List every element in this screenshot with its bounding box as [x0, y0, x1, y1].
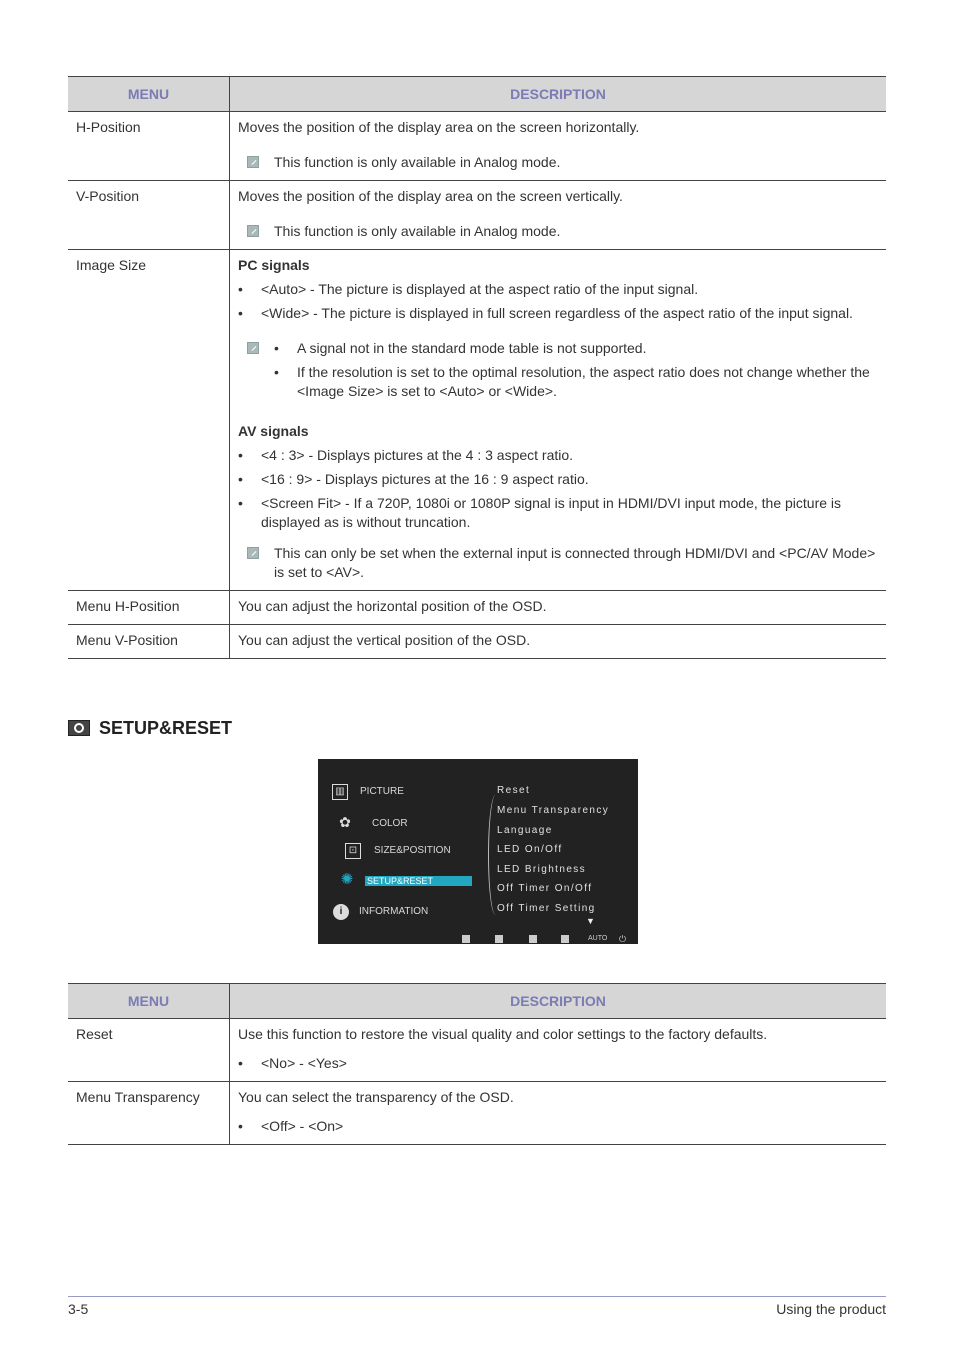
display-settings-table [68, 76, 886, 659]
osd-sub-item: LED Brightness [497, 864, 587, 875]
menu-cell: Reset [68, 1019, 230, 1082]
page-number: 3-5 [68, 1301, 89, 1317]
osd-sub-item: LED On/Off [497, 844, 563, 855]
note-text: This function is only available in Analog mode. [274, 154, 561, 170]
av-signals-heading: AV signals [238, 423, 309, 439]
description-text: Moves the position of the display area on the screen vertically. [238, 188, 623, 204]
note-icon [247, 225, 259, 237]
description-cell [230, 250, 887, 591]
osd-menu-item: PICTURE [360, 786, 404, 797]
gear-icon: ✺ [340, 871, 354, 888]
osd-menu-item: INFORMATION [359, 906, 429, 917]
menu-cell: Menu V-Position [68, 625, 230, 659]
description-cell [230, 1019, 887, 1082]
bullet-item: • <Wide> - The picture is displayed in full screen regardless of the aspect ratio of the input signal. [238, 304, 878, 323]
note-icon [247, 547, 259, 559]
section-title: SETUP&RESET [99, 717, 233, 738]
menu-cell: Menu Transparency [68, 1082, 230, 1145]
description-cell [230, 112, 887, 181]
table-header-row [68, 77, 886, 112]
table-row [68, 591, 886, 625]
osd-sub-item: Menu Transparency [497, 805, 610, 816]
description-cell: You can adjust the horizontal position of the OSD. [230, 591, 887, 625]
note-bullet: • If the resolution is set to the optimal resolution, the aspect ratio does not change whether the <Image Size> is set to <Auto> or <Wide>. [274, 363, 878, 401]
menu-column-header: MENU [68, 77, 230, 112]
note-text: This function is only available in Analog mode. [274, 223, 561, 239]
menu-cell: Menu H-Position [68, 591, 230, 625]
table-row [68, 1082, 886, 1145]
down-icon [495, 935, 503, 943]
description-column-header: DESCRIPTION [230, 984, 887, 1019]
description-cell [230, 1082, 887, 1145]
menu-cell: V-Position [68, 181, 230, 250]
description-text: Moves the position of the display area on the screen horizontally. [238, 119, 640, 135]
osd-menu-item: COLOR [372, 818, 408, 829]
table-row [68, 250, 886, 591]
chapter-title: Using the product [776, 1301, 886, 1317]
description-cell: You can adjust the vertical position of the OSD. [230, 625, 887, 659]
note-text: This can only be set when the external input is connected through HDMI/DVI and <PC/AV Mode> is set to <AV>. [274, 545, 876, 580]
bullet-item: • <Screen Fit> - If a 720P, 1080i or 1080P signal is input in HDMI/DVI input mode, the picture is displayed as is without truncation. [238, 494, 878, 532]
exit-icon [462, 935, 470, 943]
note [238, 153, 878, 172]
palette-icon: ✿ [339, 814, 351, 830]
bullet-item: • <Auto> - The picture is displayed at the aspect ratio of the input signal. [238, 280, 878, 299]
table-row [68, 625, 886, 659]
note [238, 222, 878, 241]
osd-selected-item: SETUP&RESET [365, 876, 472, 886]
pc-signals-heading: PC signals [238, 257, 310, 273]
osd-sub-item: Reset [497, 785, 531, 796]
note-bullet: • A signal not in the standard mode table is not supported. [274, 339, 878, 358]
auto-label: AUTO [588, 935, 608, 942]
section-heading [68, 716, 232, 740]
table-header-row [68, 984, 886, 1019]
table-row [68, 112, 886, 181]
description-text: You can select the transparency of the OSD. [238, 1089, 514, 1105]
osd-menu-screenshot [318, 759, 638, 944]
note [238, 339, 878, 401]
menu-cell: H-Position [68, 112, 230, 181]
bullet-item: • <16 : 9> - Displays pictures at the 16 : 9 aspect ratio. [238, 470, 878, 489]
table-row [68, 1019, 886, 1082]
power-icon: ⏻ [619, 934, 627, 944]
bullet-item: • <No> - <Yes> [238, 1054, 878, 1073]
bullet-item: • <4 : 3> - Displays pictures at the 4 : 3 aspect ratio. [238, 446, 878, 465]
setup-icon [68, 720, 90, 736]
osd-menu-item: SIZE&POSITION [374, 845, 451, 856]
info-icon: i [333, 904, 349, 920]
scroll-down-icon: ▼ [586, 916, 595, 926]
osd-sub-item: Language [497, 825, 553, 836]
description-cell [230, 181, 887, 250]
note-icon [247, 342, 259, 354]
menu-column-header: MENU [68, 984, 230, 1019]
note-icon [247, 156, 259, 168]
description-column-header: DESCRIPTION [230, 77, 887, 112]
footer-divider [68, 1296, 886, 1297]
enter-icon [561, 935, 569, 943]
osd-sub-item: Off Timer On/Off [497, 883, 593, 894]
setup-reset-table [68, 983, 886, 1145]
note [238, 544, 878, 582]
size-position-icon: ⊡ [345, 843, 361, 859]
osd-sub-item: Off Timer Setting [497, 903, 596, 914]
bullet-item: • <Off> - <On> [238, 1117, 878, 1136]
picture-icon: ▥ [332, 784, 348, 800]
description-text: Use this function to restore the visual quality and color settings to the factory defaults. [238, 1026, 768, 1042]
up-icon [529, 935, 537, 943]
table-row [68, 181, 886, 250]
menu-cell: Image Size [68, 250, 230, 591]
